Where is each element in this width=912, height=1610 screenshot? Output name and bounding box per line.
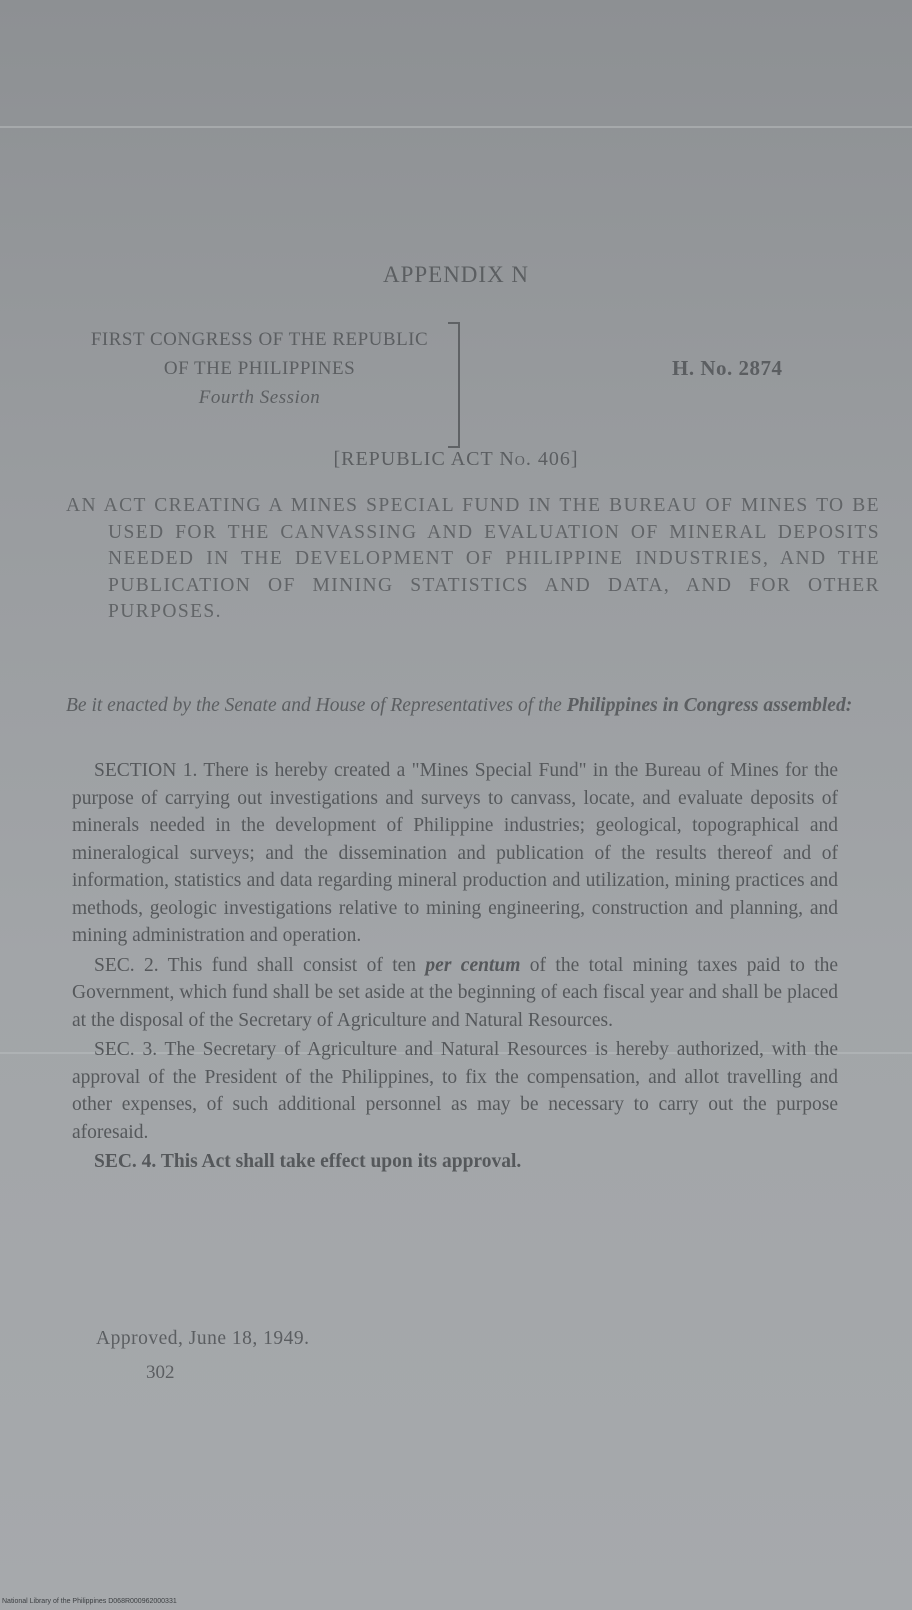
- section-1-text: There is hereby created a "Mines Special Fund" in the Bureau of Mines for the purpose of carrying out investigations and surveys to canvass, locate, and evaluate deposits of minerals needed in the development of Philippine industries; geological, topographical and mineralogical surveys; and the dissemination and publication of the results thereof and of information, statistics and data regarding mineral production and utilization, mining practices and methods, geologic investigations relative to mining engineering, construction and planning, and mining administration and operation.: [72, 760, 838, 946]
- page-number: 302: [146, 1362, 175, 1383]
- section-3-heading: SEC. 3.: [94, 1039, 158, 1060]
- act-title: AN ACT CREATING A MINES SPECIAL FUND IN THE BUREAU OF MINES TO BE USED FOR THE CANVASSING AND EVALUATION OF MINERAL DEPOSITS NEEDED IN THE DEVELOPMENT OF PHILIPPINE INDUSTRIES, AND THE PUBLICATION OF MINING STATISTICS AND DATA, AND FOR OTHER PURPOSES.: [66, 495, 880, 622]
- section-3: [72, 1036, 838, 1146]
- section-4-text: This Act shall take effect upon its approval.: [160, 1151, 522, 1172]
- approval-date: Approved, June 18, 1949.: [96, 1328, 310, 1349]
- section-1-heading: SECTION 1.: [94, 760, 198, 781]
- section-4-heading: SEC. 4.: [94, 1151, 157, 1172]
- scan-artifact-line: [0, 126, 912, 128]
- enacting-clause: [66, 692, 880, 719]
- section-2: [72, 952, 838, 1035]
- republic-act-number: [REPUBLIC ACT No. 406]: [333, 448, 579, 470]
- section-1: [72, 757, 838, 950]
- scan-footer-note: National Library of the Philippines D068R000962000331: [2, 1598, 177, 1605]
- congress-line-2: OF THE PHILIPPINES: [163, 358, 356, 379]
- section-2-italic: per centum: [425, 954, 521, 976]
- brace-divider: [448, 322, 460, 448]
- enacting-clause-bold: Philippines in Congress assembled:: [566, 695, 853, 716]
- house-bill-number: H. No. 2874: [672, 356, 783, 380]
- section-2-heading: SEC. 2.: [94, 954, 159, 976]
- section-4: [72, 1148, 838, 1176]
- section-3-text: The Secretary of Agriculture and Natural Resources is hereby authorized, with the approval of the President of the Philippines, to fix the compensation, and allot travelling and other expenses, of such additional personnel as may be necessary to carry out the purpose aforesaid.: [72, 1039, 838, 1143]
- section-2-text-b: of the total mining taxes paid to the Government, which fund shall be set aside at the beginning of each fiscal year and shall be placed at the disposal of the Secretary of Agriculture and Natural Resources.: [72, 954, 839, 1031]
- congress-line-1: FIRST CONGRESS OF THE REPUBLIC: [90, 329, 429, 350]
- enacting-clause-italic: Be it enacted by the Senate and House of Representatives of the: [66, 695, 562, 716]
- congress-block: [62, 325, 457, 412]
- session-label: Fourth Session: [198, 387, 321, 408]
- appendix-heading: APPENDIX N: [382, 262, 530, 287]
- section-2-text-a: This fund shall consist of ten: [167, 954, 417, 976]
- act-body: [72, 757, 838, 1176]
